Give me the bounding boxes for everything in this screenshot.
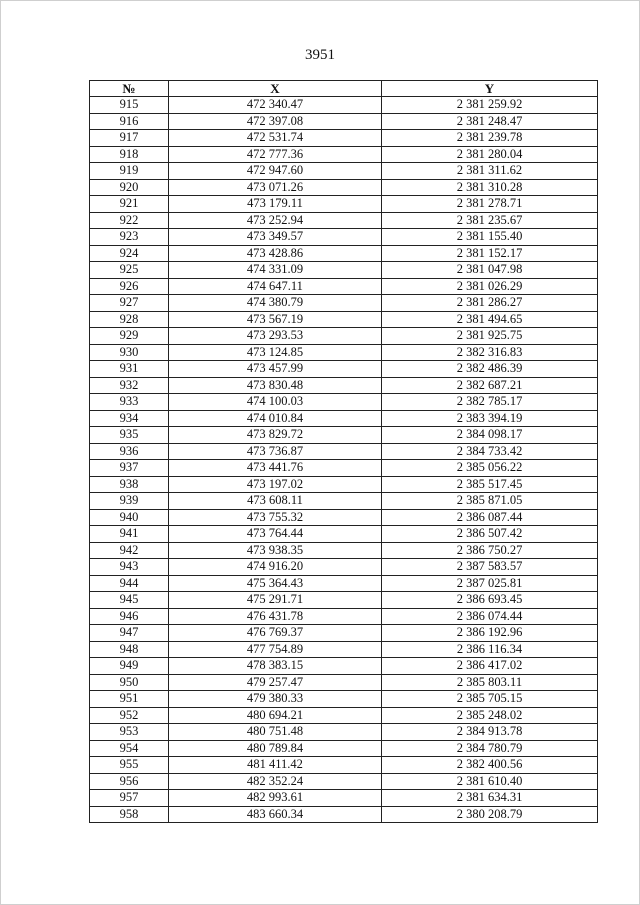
point-number-cell: 921 <box>90 196 169 213</box>
x-coordinate-cell: 479 257.47 <box>169 674 382 691</box>
x-coordinate-cell: 473 608.11 <box>169 493 382 510</box>
table-row <box>90 608 598 625</box>
table-row <box>90 509 598 526</box>
table-row <box>90 146 598 163</box>
x-coordinate-cell: 473 736.87 <box>169 443 382 460</box>
header-x: X <box>169 81 382 97</box>
table-row <box>90 245 598 262</box>
table-row <box>90 542 598 559</box>
table-row <box>90 460 598 477</box>
coordinates-table <box>89 80 598 823</box>
point-number-cell: 917 <box>90 130 169 147</box>
x-coordinate-cell: 480 751.48 <box>169 724 382 741</box>
point-number-cell: 943 <box>90 559 169 576</box>
x-coordinate-cell: 473 755.32 <box>169 509 382 526</box>
y-coordinate-cell: 2 381 239.78 <box>382 130 598 147</box>
x-coordinate-cell: 472 340.47 <box>169 97 382 114</box>
x-coordinate-cell: 473 457.99 <box>169 361 382 378</box>
table-row <box>90 163 598 180</box>
y-coordinate-cell: 2 381 610.40 <box>382 773 598 790</box>
x-coordinate-cell: 474 331.09 <box>169 262 382 279</box>
table-row <box>90 394 598 411</box>
table-row <box>90 575 598 592</box>
point-number-cell: 924 <box>90 245 169 262</box>
y-coordinate-cell: 2 385 705.15 <box>382 691 598 708</box>
x-coordinate-cell: 472 531.74 <box>169 130 382 147</box>
y-coordinate-cell: 2 381 259.92 <box>382 97 598 114</box>
point-number-cell: 939 <box>90 493 169 510</box>
point-number-cell: 928 <box>90 311 169 328</box>
header-y: Y <box>382 81 598 97</box>
x-coordinate-cell: 480 789.84 <box>169 740 382 757</box>
table-row <box>90 410 598 427</box>
table-row <box>90 377 598 394</box>
x-coordinate-cell: 473 124.85 <box>169 344 382 361</box>
point-number-cell: 935 <box>90 427 169 444</box>
point-number-cell: 938 <box>90 476 169 493</box>
point-number-cell: 940 <box>90 509 169 526</box>
y-coordinate-cell: 2 386 507.42 <box>382 526 598 543</box>
x-coordinate-cell: 477 754.89 <box>169 641 382 658</box>
y-coordinate-cell: 2 387 025.81 <box>382 575 598 592</box>
point-number-cell: 954 <box>90 740 169 757</box>
table-row <box>90 443 598 460</box>
x-coordinate-cell: 482 352.24 <box>169 773 382 790</box>
table-row <box>90 740 598 757</box>
table-row <box>90 674 598 691</box>
x-coordinate-cell: 476 769.37 <box>169 625 382 642</box>
table-body <box>90 97 598 823</box>
point-number-cell: 942 <box>90 542 169 559</box>
y-coordinate-cell: 2 386 417.02 <box>382 658 598 675</box>
x-coordinate-cell: 472 777.36 <box>169 146 382 163</box>
x-coordinate-cell: 479 380.33 <box>169 691 382 708</box>
x-coordinate-cell: 473 179.11 <box>169 196 382 213</box>
table-row <box>90 526 598 543</box>
table-row <box>90 179 598 196</box>
table-row <box>90 130 598 147</box>
y-coordinate-cell: 2 381 152.17 <box>382 245 598 262</box>
table-row <box>90 592 598 609</box>
y-coordinate-cell: 2 381 248.47 <box>382 113 598 130</box>
table-row <box>90 476 598 493</box>
point-number-cell: 930 <box>90 344 169 361</box>
x-coordinate-cell: 473 829.72 <box>169 427 382 444</box>
x-coordinate-cell: 475 291.71 <box>169 592 382 609</box>
y-coordinate-cell: 2 381 026.29 <box>382 278 598 295</box>
point-number-cell: 931 <box>90 361 169 378</box>
y-coordinate-cell: 2 386 750.27 <box>382 542 598 559</box>
table-row <box>90 328 598 345</box>
table-row <box>90 806 598 823</box>
y-coordinate-cell: 2 382 316.83 <box>382 344 598 361</box>
point-number-cell: 950 <box>90 674 169 691</box>
table-row <box>90 229 598 246</box>
x-coordinate-cell: 481 411.42 <box>169 757 382 774</box>
x-coordinate-cell: 476 431.78 <box>169 608 382 625</box>
y-coordinate-cell: 2 386 116.34 <box>382 641 598 658</box>
point-number-cell: 925 <box>90 262 169 279</box>
point-number-cell: 918 <box>90 146 169 163</box>
y-coordinate-cell: 2 384 733.42 <box>382 443 598 460</box>
x-coordinate-cell: 480 694.21 <box>169 707 382 724</box>
point-number-cell: 941 <box>90 526 169 543</box>
x-coordinate-cell: 472 947.60 <box>169 163 382 180</box>
y-coordinate-cell: 2 382 785.17 <box>382 394 598 411</box>
x-coordinate-cell: 473 764.44 <box>169 526 382 543</box>
y-coordinate-cell: 2 382 486.39 <box>382 361 598 378</box>
point-number-cell: 956 <box>90 773 169 790</box>
point-number-cell: 927 <box>90 295 169 312</box>
y-coordinate-cell: 2 383 394.19 <box>382 410 598 427</box>
x-coordinate-cell: 473 830.48 <box>169 377 382 394</box>
x-coordinate-cell: 473 349.57 <box>169 229 382 246</box>
table-header-row <box>90 81 598 97</box>
y-coordinate-cell: 2 381 235.67 <box>382 212 598 229</box>
point-number-cell: 957 <box>90 790 169 807</box>
table-row <box>90 790 598 807</box>
point-number-cell: 946 <box>90 608 169 625</box>
point-number-cell: 958 <box>90 806 169 823</box>
table-row <box>90 707 598 724</box>
y-coordinate-cell: 2 386 192.96 <box>382 625 598 642</box>
point-number-cell: 915 <box>90 97 169 114</box>
y-coordinate-cell: 2 382 687.21 <box>382 377 598 394</box>
table-row <box>90 262 598 279</box>
y-coordinate-cell: 2 387 583.57 <box>382 559 598 576</box>
y-coordinate-cell: 2 381 155.40 <box>382 229 598 246</box>
x-coordinate-cell: 473 428.86 <box>169 245 382 262</box>
y-coordinate-cell: 2 384 098.17 <box>382 427 598 444</box>
x-coordinate-cell: 474 647.11 <box>169 278 382 295</box>
table-row <box>90 658 598 675</box>
y-coordinate-cell: 2 380 208.79 <box>382 806 598 823</box>
point-number-cell: 919 <box>90 163 169 180</box>
table-row <box>90 361 598 378</box>
point-number-cell: 923 <box>90 229 169 246</box>
point-number-cell: 934 <box>90 410 169 427</box>
y-coordinate-cell: 2 381 047.98 <box>382 262 598 279</box>
x-coordinate-cell: 472 397.08 <box>169 113 382 130</box>
x-coordinate-cell: 473 252.94 <box>169 212 382 229</box>
point-number-cell: 952 <box>90 707 169 724</box>
y-coordinate-cell: 2 385 803.11 <box>382 674 598 691</box>
y-coordinate-cell: 2 381 310.28 <box>382 179 598 196</box>
y-coordinate-cell: 2 381 280.04 <box>382 146 598 163</box>
x-coordinate-cell: 483 660.34 <box>169 806 382 823</box>
x-coordinate-cell: 474 380.79 <box>169 295 382 312</box>
x-coordinate-cell: 482 993.61 <box>169 790 382 807</box>
table-row <box>90 691 598 708</box>
y-coordinate-cell: 2 381 286.27 <box>382 295 598 312</box>
y-coordinate-cell: 2 384 780.79 <box>382 740 598 757</box>
y-coordinate-cell: 2 386 693.45 <box>382 592 598 609</box>
point-number-cell: 922 <box>90 212 169 229</box>
point-number-cell: 933 <box>90 394 169 411</box>
table-row <box>90 773 598 790</box>
x-coordinate-cell: 473 938.35 <box>169 542 382 559</box>
y-coordinate-cell: 2 381 278.71 <box>382 196 598 213</box>
point-number-cell: 932 <box>90 377 169 394</box>
table-row <box>90 493 598 510</box>
table-row <box>90 641 598 658</box>
point-number-cell: 953 <box>90 724 169 741</box>
point-number-cell: 937 <box>90 460 169 477</box>
x-coordinate-cell: 473 293.53 <box>169 328 382 345</box>
table-row <box>90 311 598 328</box>
y-coordinate-cell: 2 386 074.44 <box>382 608 598 625</box>
x-coordinate-cell: 478 383.15 <box>169 658 382 675</box>
table-row <box>90 113 598 130</box>
table-row <box>90 97 598 114</box>
table-row <box>90 196 598 213</box>
table-row <box>90 757 598 774</box>
point-number-cell: 948 <box>90 641 169 658</box>
x-coordinate-cell: 473 441.76 <box>169 460 382 477</box>
y-coordinate-cell: 2 381 494.65 <box>382 311 598 328</box>
y-coordinate-cell: 2 385 517.45 <box>382 476 598 493</box>
x-coordinate-cell: 474 916.20 <box>169 559 382 576</box>
point-number-cell: 936 <box>90 443 169 460</box>
table-row <box>90 559 598 576</box>
point-number-cell: 951 <box>90 691 169 708</box>
y-coordinate-cell: 2 381 925.75 <box>382 328 598 345</box>
table-row <box>90 295 598 312</box>
table-row <box>90 427 598 444</box>
y-coordinate-cell: 2 381 634.31 <box>382 790 598 807</box>
point-number-cell: 955 <box>90 757 169 774</box>
table-row <box>90 344 598 361</box>
table-row <box>90 724 598 741</box>
point-number-cell: 916 <box>90 113 169 130</box>
point-number-cell: 947 <box>90 625 169 642</box>
page-number: 3951 <box>305 47 335 63</box>
x-coordinate-cell: 475 364.43 <box>169 575 382 592</box>
table-row <box>90 625 598 642</box>
y-coordinate-cell: 2 386 087.44 <box>382 509 598 526</box>
table-row <box>90 278 598 295</box>
x-coordinate-cell: 474 100.03 <box>169 394 382 411</box>
y-coordinate-cell: 2 385 056.22 <box>382 460 598 477</box>
y-coordinate-cell: 2 381 311.62 <box>382 163 598 180</box>
y-coordinate-cell: 2 384 913.78 <box>382 724 598 741</box>
point-number-cell: 929 <box>90 328 169 345</box>
point-number-cell: 949 <box>90 658 169 675</box>
header-number: № <box>90 81 169 97</box>
table-row <box>90 212 598 229</box>
x-coordinate-cell: 473 071.26 <box>169 179 382 196</box>
point-number-cell: 926 <box>90 278 169 295</box>
point-number-cell: 920 <box>90 179 169 196</box>
x-coordinate-cell: 473 197.02 <box>169 476 382 493</box>
y-coordinate-cell: 2 385 871.05 <box>382 493 598 510</box>
x-coordinate-cell: 473 567.19 <box>169 311 382 328</box>
y-coordinate-cell: 2 385 248.02 <box>382 707 598 724</box>
point-number-cell: 945 <box>90 592 169 609</box>
point-number-cell: 944 <box>90 575 169 592</box>
y-coordinate-cell: 2 382 400.56 <box>382 757 598 774</box>
x-coordinate-cell: 474 010.84 <box>169 410 382 427</box>
